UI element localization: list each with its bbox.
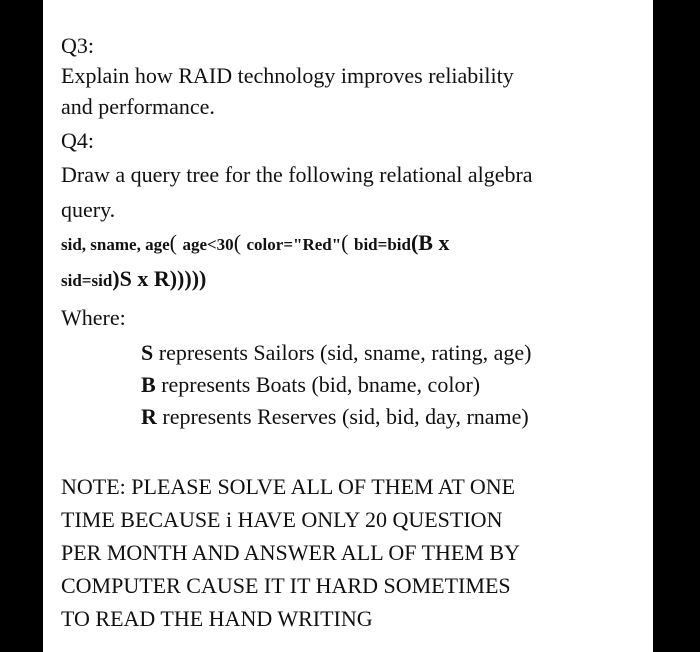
q4-text-line-1: Draw a query tree for the following relational algebra xyxy=(61,162,533,187)
note-line-1: NOTE: PLEASE SOLVE ALL OF THEM AT ONE xyxy=(61,474,516,499)
def-text: represents Boats (bid, bname, color) xyxy=(155,372,481,397)
query-open-paren: ( xyxy=(233,230,242,255)
q4-text-line-2: query. xyxy=(61,197,116,222)
note-line-3: PER MONTH AND ANSWER ALL OF THEM BY xyxy=(61,540,520,565)
query-s-x-r: )S x R))))) xyxy=(112,266,207,291)
def-boats xyxy=(141,374,480,396)
q4-label: Q4: xyxy=(61,128,94,153)
def-text: represents Reserves (sid, bid, day, rname) xyxy=(156,404,529,429)
query-selection-age: age<30 xyxy=(182,235,234,254)
query-join-bid: bid=bid xyxy=(354,235,411,254)
query-selection-color: color="Red" xyxy=(246,235,342,254)
note-line-4: COMPUTER CAUSE IT IT HARD SOMETIMES xyxy=(61,573,511,598)
q3-label: Q3: xyxy=(61,33,94,58)
def-letter: R xyxy=(141,404,157,429)
def-letter: S xyxy=(141,340,154,365)
query-b-x: (B x xyxy=(410,230,450,255)
query-join-sid: sid=sid xyxy=(61,271,113,290)
query-line-1 xyxy=(61,232,449,254)
def-sailors xyxy=(141,342,531,364)
def-reserves xyxy=(141,406,529,428)
query-open-paren: ( xyxy=(169,230,177,255)
q3-text-line-1: Explain how RAID technology improves reliability xyxy=(61,63,514,88)
def-letter: B xyxy=(141,372,156,397)
def-text: represents Sailors (sid, sname, rating, age) xyxy=(153,340,532,365)
note-line-2: TIME BECAUSE i HAVE ONLY 20 QUESTION xyxy=(61,507,503,532)
query-projection: sid, sname, age xyxy=(61,235,170,254)
where-label: Where: xyxy=(61,305,126,330)
document-page xyxy=(43,0,653,652)
query-open-paren: ( xyxy=(341,230,349,255)
note-line-5: TO READ THE HAND WRITING xyxy=(61,606,373,631)
q3-text-line-2: and performance. xyxy=(61,94,215,119)
query-line-2 xyxy=(61,268,206,290)
